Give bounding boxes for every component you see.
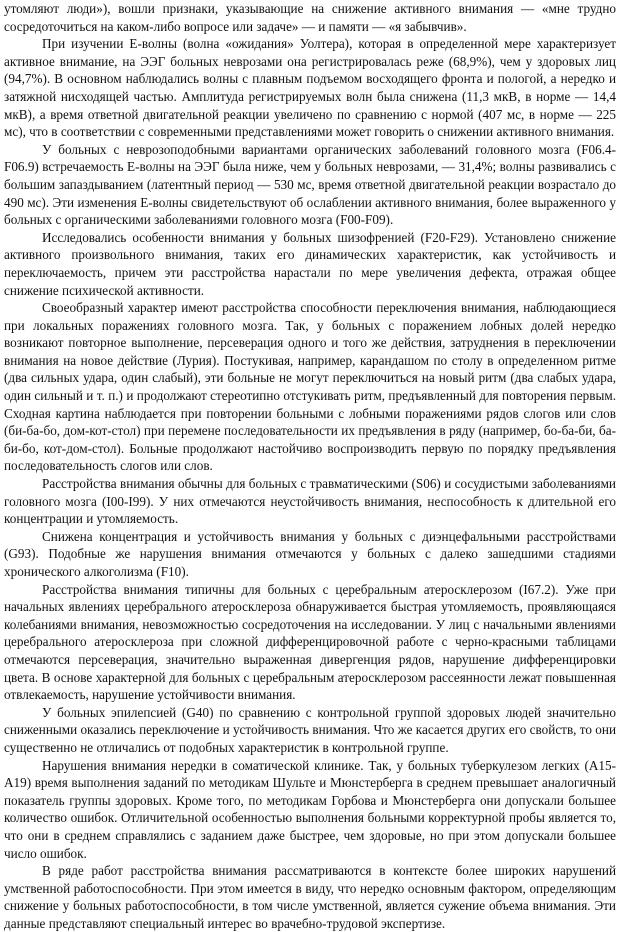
paragraph-11: В ряде работ расстройства внимания рассматриваются в контексте более широких нарушений умственной работоспособности. При этом имеется в виду, что нередко основным фактором, определяющим снижение у больных работоспособности, в том числе умственной, является сужение объема внимания. Эти данные представляют специальный интерес во врачебно-трудовой экспертизе. <box>4 863 616 931</box>
paragraph-8: Расстройства внимания типичны для больных с церебральным атеросклерозом (I67.2). Уже при начальных явлениях церебрального атеросклероза обнаруживается быстрая утомляемость, проявляющаяся колебаниями внимания, невозможностью сосредоточения на исследовании. У лиц с начальными явлениями церебрального атеросклероза при сложной дифференцировочной работе с черно-красными таблицами отмечаются персеверация, значительно выраженная дивергенция рядов, нарушение дифференцировки цвета. В основе характерной для больных с церебральным атеросклерозом рассеянности лежат повышенная отвлекаемость, нарушение устойчивости внимания. <box>4 581 616 703</box>
paragraph-3: У больных с неврозоподобными вариантами органических заболеваний головного мозга (F06.4-F06.9) встречаемость Е-волны на ЭЭГ была ниже, чем у больных неврозами, — 31,4%; волны развивались с большим запаздыванием (латентный период — 530 мс, время ответной двигательной реакции возрастало до 490 мс). Эти изменения Е-волны свидетельствуют об ослаблении активного внимания, более выраженного у больных с органическими заболеваниями головного мозга (F00-F09). <box>4 141 616 228</box>
paragraph-4: Исследовались особенности внимания у больных шизофренией (F20-F29). Установлено снижение активного произвольного внимания, таких его динамических характеристик, как устойчивость и переключаемость, причем эти расстройства нарастали по мере увеличения дефекта, отражая общее снижение психической активности. <box>4 229 616 298</box>
paragraph-2: При изучении Е-волны (волна «ожидания» Уолтера), которая в определенной мере характеризует активное внимание, на ЭЭГ больных неврозами она регистрировалась реже (68,9%), чем у здоровых лиц (94,7%). В основном наблюдались волны с плавным подъемом восходящего фронта и пологой, а нередко и затяжной нисходящей частью. Амплитуда регистрируемых волн была снижена (11,3 мкВ, в норме — 14,4 мкВ), а время ответной двигательной реакции увеличено по сравнению с нормой (407 мс, в норме — 225 мс), что в соответствии с современными представлениями может говорить о снижении активного внимания. <box>4 36 616 140</box>
paragraph-5: Своеобразный характер имеют расстройства способности переключения внимания, наблюдающиеся при локальных поражениях головного мозга. Так, у больных с поражением лобных долей нередко возникают повторное выполнение, персеверация одного и того же действия, затруднения в переключении внимания на новое действие (Лурия). Постукивая, например, карандашом по столу в определенном ритме (два сильных удара, один слабый), эти больные не могут переключиться на новый ритм (два слабых удара, один сильный и т. п.) и продолжают стереотипно отстукивать ритм, предъявленный для повторения первым. Сходная картина наблюдается при повторении больными с лобными поражениями рядов слогов или слов (би-ба-бо, дом-кот-стол) при перемене последовательности их предъявления в ряду (например, бо-ба-би, ба-би-бо, кот-дом-стол). Больные продолжают настойчиво воспроизводить первую по порядку предъявления последовательность слогов или слов. <box>4 300 616 474</box>
paragraph-6: Расстройства внимания обычны для больных с травматическими (S06) и сосудистыми заболеваниями головного мозга (I00-I99). У них отмечаются неустойчивость внимания, неспособность к длительной его концентрации и утомляемость. <box>4 476 616 527</box>
paragraph-1: утомляют люди»), вошли признаки, указывающие на снижение активного внимания — «мне трудно сосредоточиться на каком-либо вопросе или задаче» — и памяти — «я забывчив». <box>4 1 616 34</box>
paragraph-9: У больных эпилепсией (G40) по сравнению с контрольной группой здоровых людей значительно сниженными оказались переключение и устойчивость внимания. Что же касается других его свойств, то они существенно не отличались от подобных характеристик в контрольной группе. <box>4 704 616 755</box>
paragraph-10: Нарушения внимания нередки в соматической клинике. Так, у больных туберкулезом легких (А15-А19) время выполнения заданий по методикам Шульте и Мюнстерберга в среднем превышает аналогичный показатель группы здоровых. Кроме того, по методикам Горбова и Мюнстерберга они допускали большее количество ошибок. Отличительной особенностью выполнения больными корректурной пробы является то, что они в среднем справлялись с заданием даже быстрее, чем здоровые, но при этом допускали большее число ошибок. <box>4 757 616 861</box>
paragraph-7: Снижена концентрация и устойчивость внимания у больных с диэнцефальными расстройствами (G93). Подобные же нарушения внимания отмечаются у больных с далеко зашедшими стадиями хронического алкоголизма (F10). <box>4 528 616 579</box>
